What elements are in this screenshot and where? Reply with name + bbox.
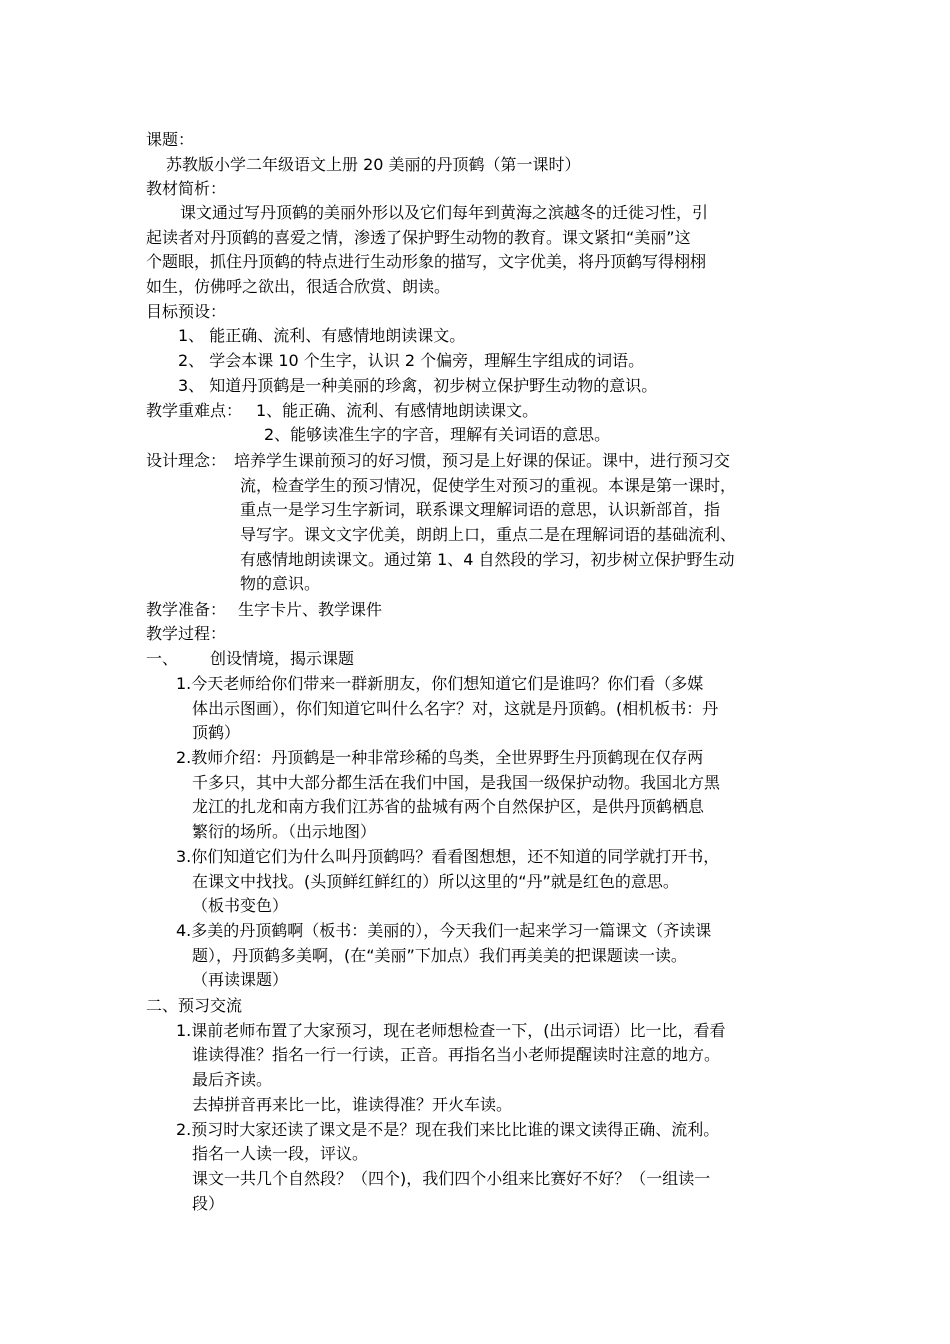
list-item-line: 谁读得准？指名一行一行读，正音。再指名当小老师提醒读时注意的地方。 bbox=[192, 1045, 721, 1064]
lesson-title: 苏教版小学二年级语文上册 20 美丽的丹顶鹤（第一课时） bbox=[166, 155, 581, 174]
list-item-line: 4.多美的丹顶鹤啊（板书：美丽的），今天我们一起来学习一篇课文（齐读课 bbox=[176, 921, 712, 940]
key-point-item: 1、能正确、流利、有感情地朗读课文。 bbox=[256, 401, 539, 420]
list-item-line: 指名一人读一段，评议。 bbox=[192, 1144, 369, 1163]
section-2-title: 二、预习交流 bbox=[146, 996, 243, 1015]
analysis-label: 教材简析： bbox=[146, 179, 227, 198]
concept-line: 重点一是学习生字新词，联系课文理解词语的意思，认识新部首，指 bbox=[240, 500, 721, 519]
list-item-line: 千多只，其中大部分都生活在我们中国，是我国一级保护动物。我国北方黑 bbox=[192, 773, 721, 792]
list-item-line: 3.你们知道它们为什么叫丹顶鹤吗？看看图想想，还不知道的同学就打开书， bbox=[176, 847, 720, 866]
concept-label: 设计理念： bbox=[146, 451, 227, 470]
list-item-line: 去掉拼音再来比一比，谁读得准？开火车读。 bbox=[192, 1095, 513, 1114]
concept-line: 物的意识。 bbox=[240, 574, 321, 593]
key-points-label: 教学重难点： bbox=[146, 401, 243, 420]
prep-label: 教学准备： bbox=[146, 600, 227, 619]
list-item-line: 1.课前老师布置了大家预习，现在老师想检查一下，(出示词语）比一比，看看 bbox=[176, 1021, 726, 1040]
goal-item: 1、 能正确、流利、有感情地朗读课文。 bbox=[178, 326, 466, 345]
list-item-line: 繁衍的场所。（出示地图） bbox=[192, 822, 377, 841]
title-label: 课题： bbox=[146, 130, 195, 149]
analysis-line: 如生，仿佛呼之欲出，很适合欣赏、朗读。 bbox=[146, 277, 451, 296]
key-point-item: 2、能够读准生字的字音，理解有关词语的意思。 bbox=[264, 425, 611, 444]
goals-label: 目标预设： bbox=[146, 302, 227, 321]
list-item-line: 最后齐读。 bbox=[192, 1070, 273, 1089]
list-item-line: 体出示图画），你们知道它叫什么名字？对，这就是丹顶鹤。(相机板书：丹 bbox=[192, 699, 719, 718]
analysis-line: 课文通过写丹顶鹤的美丽外形以及它们每年到黄海之滨越冬的迁徙习性，引 bbox=[180, 203, 709, 222]
goal-item: 3、 知道丹顶鹤是一种美丽的珍禽，初步树立保护野生动物的意识。 bbox=[178, 376, 658, 395]
section-1-title: 创设情境，揭示课题 bbox=[210, 649, 355, 668]
list-item-line: 题），丹顶鹤多美啊，(在“美丽”下加点）我们再美美的把课题读一读。 bbox=[192, 946, 687, 965]
list-item-line: 段） bbox=[192, 1194, 225, 1213]
list-item-line: （板书变色） bbox=[192, 896, 289, 915]
list-item-line: （再读课题） bbox=[192, 970, 289, 989]
process-label: 教学过程： bbox=[146, 624, 227, 643]
prep-text: 生字卡片、教学课件 bbox=[238, 600, 383, 619]
analysis-line: 个题眼，抓住丹顶鹤的特点进行生动形象的描写，文字优美，将丹顶鹤写得栩栩 bbox=[146, 252, 707, 271]
concept-line: 培养学生课前预习的好习惯，预习是上好课的保证。课中，进行预习交 bbox=[234, 451, 731, 470]
list-item-line: 课文一共几个自然段？（四个)，我们四个小组来比赛好不好？（一组读一 bbox=[192, 1169, 711, 1188]
section-1-number: 一、 bbox=[146, 649, 179, 668]
list-item-line: 2.教师介绍：丹顶鹤是一种非常珍稀的鸟类，全世界野生丹顶鹤现在仅存两 bbox=[176, 748, 704, 767]
list-item-line: 1.今天老师给你们带来一群新朋友，你们想知道它们是谁吗？你们看（多媒 bbox=[176, 674, 704, 693]
list-item-line: 顶鹤） bbox=[192, 723, 241, 742]
concept-line: 流，检查学生的预习情况，促使学生对预习的重视。本课是第一课时， bbox=[240, 476, 737, 495]
concept-line: 有感情地朗读课文。通过第 1、4 自然段的学习，初步树立保护野生动 bbox=[240, 550, 735, 569]
concept-line: 导写字。课文文字优美，朗朗上口，重点二是在理解词语的基础流利、 bbox=[240, 525, 737, 544]
list-item-line: 在课文中找找。(头顶鲜红鲜红的）所以这里的“丹”就是红色的意思。 bbox=[192, 872, 679, 891]
list-item-line: 龙江的扎龙和南方我们江苏省的盐城有两个自然保护区，是供丹顶鹤栖息 bbox=[192, 797, 705, 816]
goal-item: 2、 学会本课 10 个生字，认识 2 个偏旁，理解生字组成的词语。 bbox=[178, 351, 645, 370]
list-item-line: 2.预习时大家还读了课文是不是？现在我们来比比谁的课文读得正确、流利。 bbox=[176, 1120, 720, 1139]
analysis-line: 起读者对丹顶鹤的喜爱之情，渗透了保护野生动物的教育。课文紧扣“美丽”这 bbox=[146, 228, 691, 247]
